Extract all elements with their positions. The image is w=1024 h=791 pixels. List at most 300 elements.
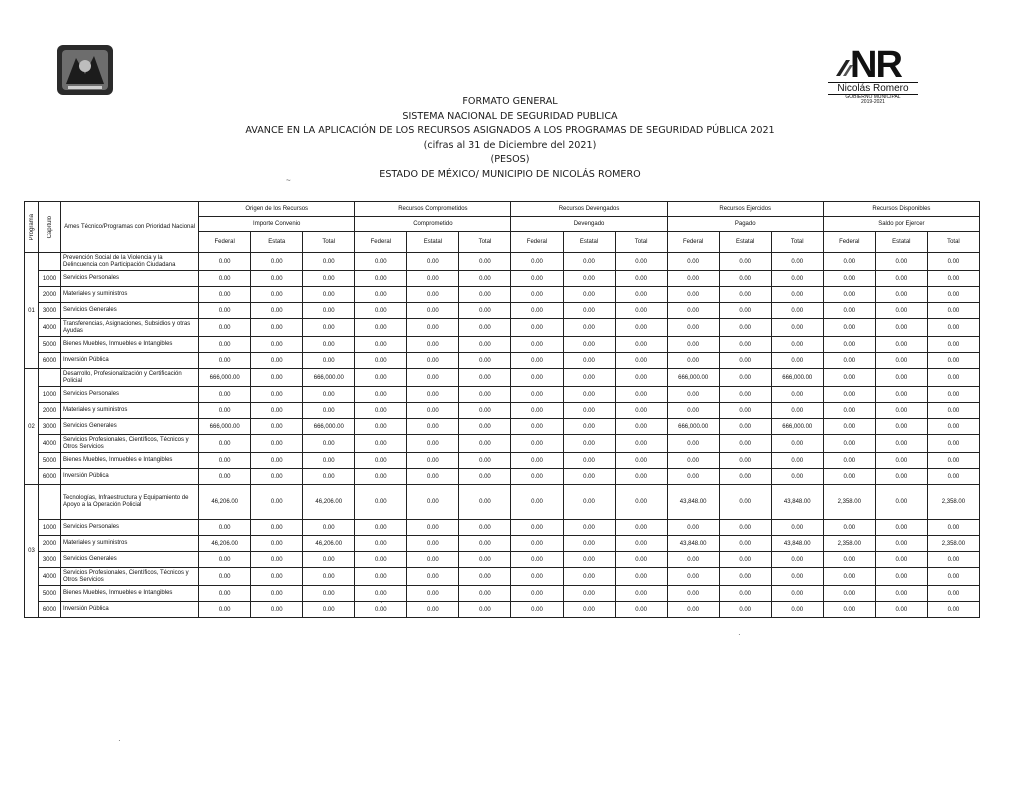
subcol-header: Total [459,232,511,253]
chapter-code: 6000 [39,602,61,618]
amount-cell: 0.00 [303,353,355,369]
capitulo-header [39,202,61,253]
subcol-header: Total [927,232,979,253]
amount-cell: 0.00 [875,337,927,353]
amount-cell: 0.00 [251,536,303,552]
amount-cell: 0.00 [719,287,771,303]
chapter-code: 4000 [39,568,61,586]
amount-cell: 46,206.00 [199,485,251,520]
amount-cell: 0.00 [199,520,251,536]
amount-cell: 0.00 [771,568,823,586]
amount-cell: 0.00 [199,303,251,319]
amount-cell: 0.00 [407,469,459,485]
amount-cell: 0.00 [875,287,927,303]
amount-cell: 666,000.00 [303,419,355,435]
amount-cell: 0.00 [823,602,875,618]
amount-cell: 0.00 [823,469,875,485]
amount-cell: 0.00 [303,602,355,618]
amount-cell: 0.00 [615,469,667,485]
table-row [25,319,980,337]
amount-cell: 0.00 [823,353,875,369]
amount-cell: 0.00 [563,552,615,568]
program-summary-row [25,253,980,271]
amount-cell: 0.00 [251,453,303,469]
amount-cell: 0.00 [199,568,251,586]
chapter-code: 4000 [39,319,61,337]
amount-cell: 0.00 [875,552,927,568]
amount-cell: 0.00 [303,403,355,419]
amount-cell: 0.00 [875,485,927,520]
amount-cell: 0.00 [407,287,459,303]
table-row [25,552,980,568]
amount-cell: 0.00 [615,602,667,618]
amount-cell: 0.00 [719,353,771,369]
amount-cell: 0.00 [511,520,563,536]
amount-cell: 0.00 [407,520,459,536]
amount-cell: 0.00 [199,319,251,337]
amount-cell: 0.00 [927,586,979,602]
row-description: Inversión Pública [61,602,199,618]
amount-cell: 0.00 [303,387,355,403]
amount-cell: 0.00 [563,453,615,469]
amount-cell: 0.00 [355,287,407,303]
amount-cell: 0.00 [719,419,771,435]
subcol-header: Estata [251,232,303,253]
row-description: Servicios Personales [61,520,199,536]
amount-cell: 0.00 [927,387,979,403]
table-row [25,287,980,303]
amount-cell: 0.00 [407,271,459,287]
amount-cell: 0.00 [459,586,511,602]
chapter-code: 6000 [39,469,61,485]
amount-cell: 0.00 [407,552,459,568]
subcol-header: Federal [667,232,719,253]
subcol-header: Estatal [407,232,459,253]
amount-cell: 0.00 [355,520,407,536]
amount-cell: 0.00 [251,303,303,319]
amount-cell: 0.00 [459,568,511,586]
amount-cell: 0.00 [355,303,407,319]
row-description: Servicios Generales [61,419,199,435]
amount-cell: 0.00 [303,271,355,287]
chapter-code: 2000 [39,287,61,303]
chapter-code: 2000 [39,536,61,552]
amount-cell: 46,206.00 [303,536,355,552]
amount-cell: 0.00 [719,453,771,469]
amount-cell: 0.00 [199,469,251,485]
amount-cell: 0.00 [719,337,771,353]
amount-cell: 0.00 [667,253,719,271]
logo-sub-2: 2019-2021 [861,99,885,105]
amount-cell: 0.00 [459,435,511,453]
amount-cell: 666,000.00 [303,369,355,387]
amount-cell: 0.00 [251,253,303,271]
amount-cell: 0.00 [823,520,875,536]
amount-cell: 46,206.00 [199,536,251,552]
amount-cell: 0.00 [823,403,875,419]
amount-cell: 0.00 [771,602,823,618]
group-sub: Pagado [667,217,823,232]
amount-cell: 0.00 [407,485,459,520]
amount-cell: 0.00 [927,568,979,586]
amount-cell: 0.00 [251,287,303,303]
amount-cell: 0.00 [251,403,303,419]
amount-cell: 0.00 [771,337,823,353]
program-code: 01 [25,253,39,369]
amount-cell: 0.00 [875,536,927,552]
amount-cell: 2,358.00 [927,485,979,520]
amount-cell: 0.00 [563,337,615,353]
subcol-header: Federal [355,232,407,253]
amount-cell: 0.00 [199,602,251,618]
amount-cell: 0.00 [511,287,563,303]
amount-cell: 0.00 [719,602,771,618]
logo-subtitle [828,95,918,105]
amount-cell: 0.00 [667,602,719,618]
amount-cell: 0.00 [407,435,459,453]
amount-cell: 2,358.00 [823,485,875,520]
amount-cell: 0.00 [459,602,511,618]
group-title: Recursos Disponibles [823,202,979,217]
subcol-header: Total [771,232,823,253]
amount-cell: 0.00 [771,387,823,403]
amount-cell: 0.00 [251,602,303,618]
amount-cell: 0.00 [927,453,979,469]
amount-cell: 0.00 [875,469,927,485]
amount-cell: 0.00 [875,253,927,271]
amount-cell: 0.00 [875,435,927,453]
program-summary-row [25,485,980,520]
municipality-logo [828,44,918,105]
table-row [25,419,980,435]
amount-cell: 0.00 [771,271,823,287]
amount-cell: 0.00 [563,568,615,586]
amount-cell: 0.00 [459,403,511,419]
header-line-6: ESTADO DE MÉXICO/ MUNICIPIO DE NICOLÁS ROMERO [379,168,641,180]
amount-cell: 0.00 [771,287,823,303]
amount-cell: 0.00 [615,435,667,453]
row-description: Transferencias, Asignaciones, Subsidios y otras Ayudas [61,319,199,337]
amount-cell: 0.00 [719,303,771,319]
amount-cell: 43,848.00 [771,536,823,552]
amount-cell: 43,848.00 [667,536,719,552]
amount-cell: 0.00 [823,369,875,387]
amount-cell: 0.00 [303,469,355,485]
amount-cell: 0.00 [459,253,511,271]
amount-cell: 0.00 [251,271,303,287]
amount-cell: 0.00 [771,586,823,602]
amount-cell: 0.00 [719,271,771,287]
chapter-code [39,485,61,520]
amount-cell: 0.00 [199,586,251,602]
amount-cell: 666,000.00 [199,419,251,435]
amount-cell: 0.00 [875,387,927,403]
amount-cell: 0.00 [199,253,251,271]
amount-cell: 0.00 [927,287,979,303]
table-row [25,403,980,419]
table-row [25,586,980,602]
amount-cell: 0.00 [355,387,407,403]
amount-cell: 0.00 [927,469,979,485]
amount-cell: 0.00 [927,303,979,319]
amount-cell: 0.00 [303,319,355,337]
amount-cell: 0.00 [459,520,511,536]
amount-cell: 0.00 [771,253,823,271]
program-summary-row [25,369,980,387]
amount-cell: 0.00 [407,419,459,435]
row-description: Servicios Personales [61,387,199,403]
amount-cell: 0.00 [563,287,615,303]
amount-cell: 0.00 [251,337,303,353]
programa-label: Programa [28,213,35,241]
amount-cell: 0.00 [199,552,251,568]
subcol-header: Estatal [719,232,771,253]
amount-cell: 0.00 [511,469,563,485]
table-row [25,435,980,453]
amount-cell: 0.00 [615,271,667,287]
chapter-code: 3000 [39,303,61,319]
amount-cell: 0.00 [199,287,251,303]
amount-cell: 0.00 [615,552,667,568]
row-description: Bienes Muebles, Inmuebles e Intangibles [61,337,199,353]
amount-cell: 0.00 [719,253,771,271]
amount-cell: 0.00 [719,435,771,453]
amount-cell: 0.00 [355,453,407,469]
group-sub: Comprometido [355,217,511,232]
amount-cell: 0.00 [667,387,719,403]
amount-cell: 0.00 [875,271,927,287]
amount-cell: 0.00 [615,403,667,419]
amount-cell: 0.00 [355,552,407,568]
amount-cell: 0.00 [563,469,615,485]
amount-cell: 0.00 [771,303,823,319]
amount-cell: 0.00 [511,552,563,568]
document-header [200,95,820,182]
amount-cell: 0.00 [251,520,303,536]
amount-cell: 0.00 [407,303,459,319]
amount-cell: 0.00 [407,602,459,618]
amount-cell: 0.00 [615,387,667,403]
amount-cell: 0.00 [615,369,667,387]
table-row [25,469,980,485]
amount-cell: 0.00 [823,319,875,337]
municipal-seal-icon [56,44,114,96]
amount-cell: 0.00 [927,435,979,453]
amount-cell: 0.00 [615,586,667,602]
amount-cell: 0.00 [251,369,303,387]
amount-cell: 0.00 [927,369,979,387]
group-header-row [25,202,980,217]
amount-cell: 0.00 [355,369,407,387]
amount-cell: 0.00 [511,253,563,271]
amount-cell: 0.00 [563,586,615,602]
amount-cell: 43,848.00 [771,485,823,520]
amount-cell: 666,000.00 [667,369,719,387]
amount-cell: 0.00 [719,586,771,602]
amount-cell: 0.00 [355,435,407,453]
table-row [25,387,980,403]
amount-cell: 0.00 [355,271,407,287]
amount-cell: 0.00 [719,369,771,387]
amount-cell: 0.00 [355,337,407,353]
amount-cell: 0.00 [615,419,667,435]
amount-cell: 0.00 [199,353,251,369]
amount-cell: 0.00 [719,387,771,403]
amount-cell: 0.00 [511,403,563,419]
amount-cell: 0.00 [511,319,563,337]
amount-cell: 2,358.00 [823,536,875,552]
amount-cell: 0.00 [771,435,823,453]
amount-cell: 0.00 [511,303,563,319]
chapter-code: 1000 [39,271,61,287]
amount-cell: 0.00 [199,435,251,453]
amount-cell: 0.00 [563,536,615,552]
amount-cell: 0.00 [303,303,355,319]
amount-cell: 0.00 [563,485,615,520]
amount-cell: 0.00 [303,520,355,536]
amount-cell: 0.00 [407,568,459,586]
amount-cell: 0.00 [875,520,927,536]
amount-cell: 0.00 [563,387,615,403]
subcol-header: Federal [823,232,875,253]
amount-cell: 0.00 [355,469,407,485]
amount-cell: 0.00 [771,552,823,568]
amount-cell: 0.00 [251,387,303,403]
amount-cell: 0.00 [511,586,563,602]
amount-cell: 0.00 [199,337,251,353]
program-code: 03 [25,485,39,618]
row-description: Servicios Profesionales, Científicos, Técnicos y Otros Servicios [61,435,199,453]
amount-cell: 0.00 [875,303,927,319]
amount-cell: 0.00 [875,369,927,387]
amount-cell: 0.00 [459,369,511,387]
amount-cell: 0.00 [875,586,927,602]
amount-cell: 0.00 [459,485,511,520]
amount-cell: 0.00 [459,453,511,469]
chapter-code: 6000 [39,353,61,369]
amount-cell: 0.00 [875,568,927,586]
amount-cell: 0.00 [407,453,459,469]
amount-cell: 666,000.00 [667,419,719,435]
row-description: Materiales y suministros [61,536,199,552]
group-sub: Saldo por Ejercer [823,217,979,232]
amount-cell: 0.00 [615,287,667,303]
amount-cell: 0.00 [771,469,823,485]
amount-cell: 0.00 [407,353,459,369]
amount-cell: 0.00 [459,419,511,435]
table-row [25,337,980,353]
amount-cell: 0.00 [459,319,511,337]
amount-cell: 0.00 [667,568,719,586]
amount-cell: 0.00 [563,602,615,618]
amount-cell: 0.00 [563,403,615,419]
group-sub: Devengado [511,217,667,232]
chapter-code: 3000 [39,419,61,435]
amount-cell: 0.00 [355,319,407,337]
table-row [25,303,980,319]
resources-table [24,201,980,618]
amount-cell: 0.00 [927,520,979,536]
amount-cell: 0.00 [771,520,823,536]
amount-cell: 0.00 [771,353,823,369]
group-title: Recursos Comprometidos [355,202,511,217]
row-description: Servicios Personales [61,271,199,287]
amount-cell: 0.00 [459,337,511,353]
amount-cell: 0.00 [303,568,355,586]
amount-cell: 0.00 [251,319,303,337]
amount-cell: 0.00 [615,319,667,337]
logo-sub-1: GOBIERNO MUNICIPAL [845,94,901,100]
amount-cell: 0.00 [823,586,875,602]
amount-cell: 0.00 [667,453,719,469]
amount-cell: 0.00 [303,337,355,353]
amount-cell: 0.00 [459,271,511,287]
scan-mark: ~ [286,176,291,185]
amount-cell: 0.00 [563,369,615,387]
logo-brand: Nicolás Romero [828,82,918,95]
row-description: Servicios Generales [61,303,199,319]
amount-cell: 0.00 [719,568,771,586]
amount-cell: 0.00 [303,287,355,303]
chapter-code: 5000 [39,337,61,353]
amount-cell: 0.00 [823,337,875,353]
amount-cell: 0.00 [407,253,459,271]
amount-cell: 0.00 [459,353,511,369]
amount-cell: 0.00 [927,319,979,337]
amount-cell: 0.00 [511,387,563,403]
amount-cell: 0.00 [771,453,823,469]
group-title: Origen de los Recursos [199,202,355,217]
amount-cell: 0.00 [667,435,719,453]
amount-cell: 0.00 [615,568,667,586]
amount-cell: 0.00 [875,419,927,435]
table-row [25,568,980,586]
amount-cell: 0.00 [563,271,615,287]
chapter-code: 5000 [39,453,61,469]
amount-cell: 0.00 [251,435,303,453]
chapter-code [39,253,61,271]
amount-cell: 0.00 [615,485,667,520]
amount-cell: 0.00 [771,319,823,337]
amount-cell: 0.00 [719,485,771,520]
amount-cell: 0.00 [459,469,511,485]
amount-cell: 0.00 [407,319,459,337]
amount-cell: 0.00 [511,602,563,618]
row-description: Tecnologías, Infraestructura y Equipamiento de Apoyo a la Operación Policial [61,485,199,520]
ejes-header: Ames Técnico/Programas con Prioridad Nacional [61,202,199,253]
amount-cell: 0.00 [459,303,511,319]
amount-cell: 0.00 [407,536,459,552]
amount-cell: 0.00 [667,303,719,319]
amount-cell: 0.00 [511,419,563,435]
amount-cell: 0.00 [459,536,511,552]
amount-cell: 666,000.00 [199,369,251,387]
program-code: 02 [25,369,39,485]
amount-cell: 0.00 [667,586,719,602]
amount-cell: 0.00 [459,287,511,303]
subcol-header: Estatal [563,232,615,253]
row-description: Servicios Generales [61,552,199,568]
subcol-header: Federal [511,232,563,253]
amount-cell: 0.00 [875,453,927,469]
amount-cell: 0.00 [823,287,875,303]
amount-cell: 0.00 [823,253,875,271]
chapter-code: 4000 [39,435,61,453]
amount-cell: 0.00 [251,485,303,520]
group-title: Recursos Ejercidos [667,202,823,217]
row-description: Bienes Muebles, Inmuebles e Intangibles [61,586,199,602]
amount-cell: 0.00 [199,387,251,403]
